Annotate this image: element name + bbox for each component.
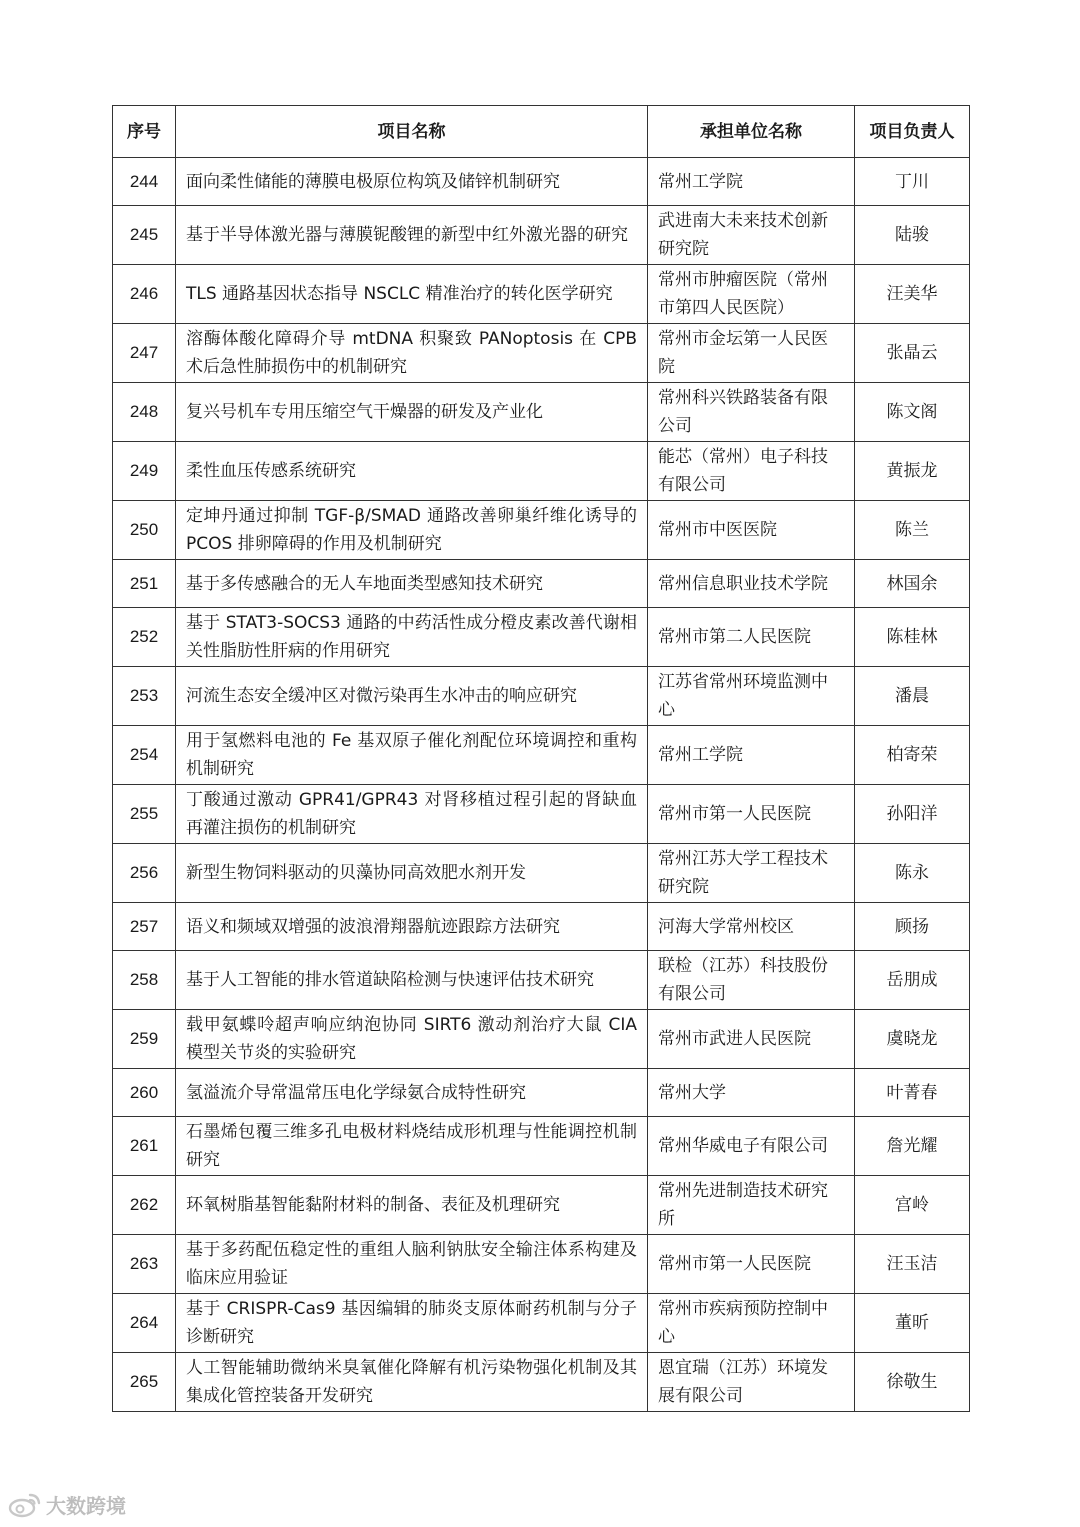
row-project-name: 基于 CRISPR-Cas9 基因编辑的肺炎支原体耐药机制与分子诊断研究 [176, 1294, 648, 1353]
row-number: 254 [113, 726, 176, 785]
row-number: 261 [113, 1117, 176, 1176]
table-row [113, 1176, 970, 1235]
row-leader: 虞晓龙 [855, 1010, 970, 1069]
row-project-name: TLS 通路基因状态指导 NSCLC 精准治疗的转化医学研究 [176, 265, 648, 324]
table-row [113, 1235, 970, 1294]
row-number: 263 [113, 1235, 176, 1294]
row-unit: 常州先进制造技术研究所 [648, 1176, 855, 1235]
table-row [113, 1294, 970, 1353]
row-project-name: 柔性血压传感系统研究 [176, 442, 648, 501]
row-leader: 柏寄荣 [855, 726, 970, 785]
row-project-name: 溶酶体酸化障碍介导 mtDNA 积聚致 PANoptosis 在 CPB 术后急性肺损伤中的机制研究 [176, 324, 648, 383]
table-row [113, 442, 970, 501]
row-leader: 陆骏 [855, 206, 970, 265]
row-unit: 常州市第一人民医院 [648, 1235, 855, 1294]
row-project-name: 新型生物饲料驱动的贝藻协同高效肥水剂开发 [176, 844, 648, 903]
table-header-row [113, 106, 970, 158]
row-number: 250 [113, 501, 176, 560]
table-row [113, 501, 970, 560]
row-project-name: 基于 STAT3-SOCS3 通路的中药活性成分橙皮素改善代谢相关性脂肪性肝病的作用研究 [176, 608, 648, 667]
row-number: 258 [113, 951, 176, 1010]
row-number: 257 [113, 903, 176, 951]
row-unit: 常州市武进人民医院 [648, 1010, 855, 1069]
row-leader: 叶菁春 [855, 1069, 970, 1117]
row-leader: 董昕 [855, 1294, 970, 1353]
row-project-name: 语义和频域双增强的波浪滑翔器航迹跟踪方法研究 [176, 903, 648, 951]
row-project-name: 定坤丹通过抑制 TGF-β/SMAD 通路改善卵巢纤维化诱导的 PCOS 排卵障碍的作用及机制研究 [176, 501, 648, 560]
row-project-name: 氢溢流介导常温常压电化学绿氨合成特性研究 [176, 1069, 648, 1117]
row-number: 252 [113, 608, 176, 667]
row-project-name: 载甲氨蝶呤超声响应纳泡协同 SIRT6 激动剂治疗大鼠 CIA 模型关节炎的实验研究 [176, 1010, 648, 1069]
header-unit: 承担单位名称 [648, 106, 855, 158]
row-leader: 顾扬 [855, 903, 970, 951]
header-project-name: 项目名称 [176, 106, 648, 158]
table-row [113, 265, 970, 324]
row-leader: 陈文阁 [855, 383, 970, 442]
row-unit: 河海大学常州校区 [648, 903, 855, 951]
row-unit: 常州江苏大学工程技术研究院 [648, 844, 855, 903]
row-unit: 常州市疾病预防控制中心 [648, 1294, 855, 1353]
row-unit: 常州市第一人民医院 [648, 785, 855, 844]
row-unit: 常州信息职业技术学院 [648, 560, 855, 608]
row-leader: 徐敬生 [855, 1353, 970, 1412]
row-number: 245 [113, 206, 176, 265]
table-row [113, 324, 970, 383]
row-leader: 黄振龙 [855, 442, 970, 501]
row-unit: 恩宜瑞（江苏）环境发展有限公司 [648, 1353, 855, 1412]
row-leader: 岳朋成 [855, 951, 970, 1010]
row-number: 251 [113, 560, 176, 608]
row-number: 264 [113, 1294, 176, 1353]
row-leader: 潘晨 [855, 667, 970, 726]
row-unit: 武进南大未来技术创新研究院 [648, 206, 855, 265]
row-number: 249 [113, 442, 176, 501]
table-row [113, 158, 970, 206]
row-leader: 林国余 [855, 560, 970, 608]
row-leader: 陈桂林 [855, 608, 970, 667]
row-unit: 能芯（常州）电子科技有限公司 [648, 442, 855, 501]
row-number: 246 [113, 265, 176, 324]
header-no: 序号 [113, 106, 176, 158]
table-row [113, 1117, 970, 1176]
row-number: 247 [113, 324, 176, 383]
row-leader: 孙阳洋 [855, 785, 970, 844]
table-row [113, 951, 970, 1010]
row-project-name: 复兴号机车专用压缩空气干燥器的研发及产业化 [176, 383, 648, 442]
row-project-name: 基于多传感融合的无人车地面类型感知技术研究 [176, 560, 648, 608]
row-unit: 常州科兴铁路装备有限公司 [648, 383, 855, 442]
row-unit: 常州工学院 [648, 726, 855, 785]
row-unit: 常州大学 [648, 1069, 855, 1117]
row-number: 260 [113, 1069, 176, 1117]
row-unit: 常州市金坛第一人民医院 [648, 324, 855, 383]
row-project-name: 面向柔性储能的薄膜电极原位构筑及储锌机制研究 [176, 158, 648, 206]
table-row [113, 206, 970, 265]
row-leader: 汪玉洁 [855, 1235, 970, 1294]
table-row [113, 785, 970, 844]
row-project-name: 基于多药配伍稳定性的重组人脑利钠肽安全输注体系构建及临床应用验证 [176, 1235, 648, 1294]
row-project-name: 用于氢燃料电池的 Fe 基双原子催化剂配位环境调控和重构机制研究 [176, 726, 648, 785]
table-body [113, 158, 970, 1412]
table-row [113, 667, 970, 726]
row-leader: 张晶云 [855, 324, 970, 383]
row-project-name: 基于人工智能的排水管道缺陷检测与快速评估技术研究 [176, 951, 648, 1010]
row-number: 244 [113, 158, 176, 206]
row-number: 256 [113, 844, 176, 903]
row-number: 259 [113, 1010, 176, 1069]
row-number: 248 [113, 383, 176, 442]
weibo-logo-icon [8, 1491, 42, 1519]
table-row [113, 903, 970, 951]
header-leader: 项目负责人 [855, 106, 970, 158]
table-row [113, 726, 970, 785]
row-leader: 汪美华 [855, 265, 970, 324]
row-project-name: 石墨烯包覆三维多孔电极材料烧结成形机理与性能调控机制研究 [176, 1117, 648, 1176]
row-unit: 常州工学院 [648, 158, 855, 206]
table-row [113, 608, 970, 667]
table-row [113, 1069, 970, 1117]
row-number: 262 [113, 1176, 176, 1235]
watermark [8, 1490, 126, 1519]
row-unit: 常州华威电子有限公司 [648, 1117, 855, 1176]
row-leader: 陈永 [855, 844, 970, 903]
row-unit: 常州市中医医院 [648, 501, 855, 560]
row-number: 253 [113, 667, 176, 726]
row-project-name: 人工智能辅助微纳米臭氧催化降解有机污染物强化机制及其集成化管控装备开发研究 [176, 1353, 648, 1412]
row-project-name: 河流生态安全缓冲区对微污染再生水冲击的响应研究 [176, 667, 648, 726]
row-project-name: 丁酸通过激动 GPR41/GPR43 对肾移植过程引起的肾缺血再灌注损伤的机制研究 [176, 785, 648, 844]
row-leader: 宫岭 [855, 1176, 970, 1235]
table-row [113, 383, 970, 442]
project-table [112, 105, 970, 1412]
table-row [113, 1353, 970, 1412]
row-unit: 联检（江苏）科技股份有限公司 [648, 951, 855, 1010]
row-project-name: 基于半导体激光器与薄膜铌酸锂的新型中红外激光器的研究 [176, 206, 648, 265]
row-unit: 江苏省常州环境监测中心 [648, 667, 855, 726]
table-row [113, 560, 970, 608]
watermark-text: 大数跨境 [46, 1494, 126, 1518]
row-leader: 丁川 [855, 158, 970, 206]
row-leader: 陈兰 [855, 501, 970, 560]
row-unit: 常州市第二人民医院 [648, 608, 855, 667]
row-unit: 常州市肿瘤医院（常州市第四人民医院） [648, 265, 855, 324]
table-row [113, 844, 970, 903]
row-project-name: 环氧树脂基智能黏附材料的制备、表征及机理研究 [176, 1176, 648, 1235]
table-row [113, 1010, 970, 1069]
row-number: 255 [113, 785, 176, 844]
row-number: 265 [113, 1353, 176, 1412]
row-leader: 詹光耀 [855, 1117, 970, 1176]
